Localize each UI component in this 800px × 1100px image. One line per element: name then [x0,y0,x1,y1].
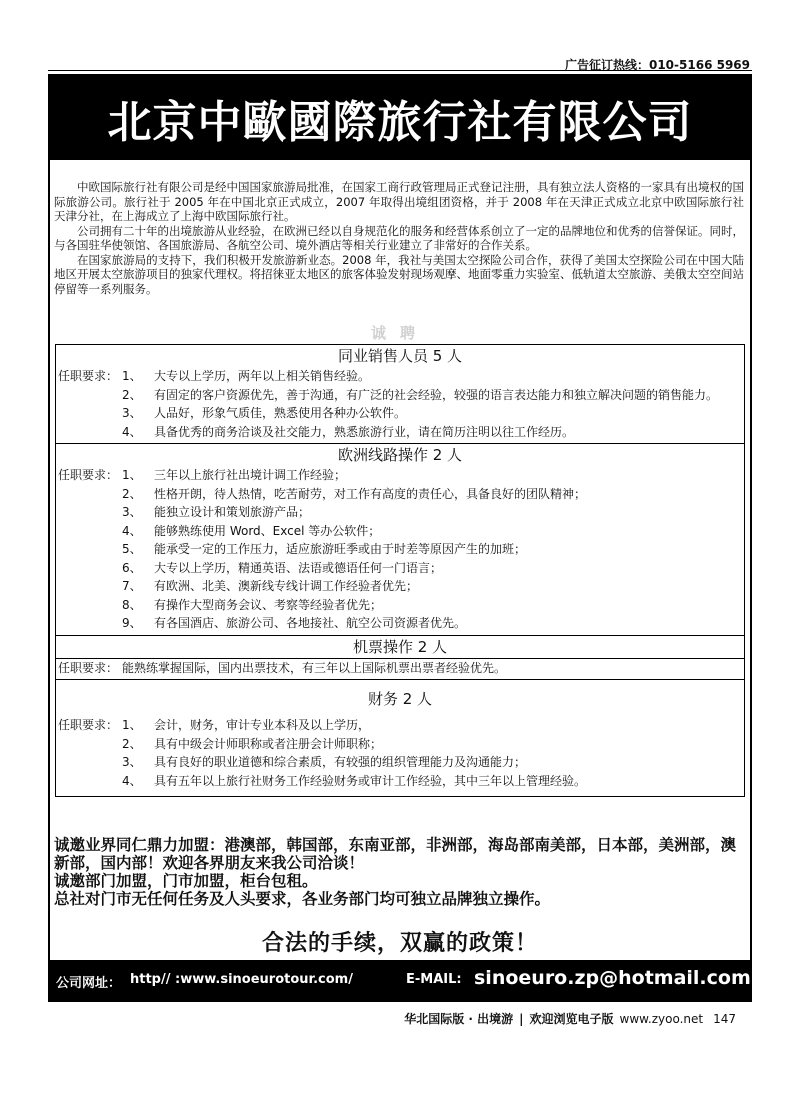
job-europe-operator [56,444,744,636]
requirement-text: 有操作大型商务会议、考察等经验者优先； [154,597,383,612]
requirement-number: 4、 [122,773,142,788]
requirement-text: 能熟练掌握国际，国内出票技术，有三年以上国际机票出票者经验优先。 [122,660,507,675]
requirement-label: 任职要求： [58,369,119,383]
requirement-label: 任职要求： [58,718,119,732]
footer-site-link[interactable]: www.zyoo.net [619,1012,704,1026]
requirement-number: 3、 [122,406,142,420]
footer-separator: | [519,1012,524,1026]
requirement-row [58,466,744,485]
requirement-row [58,772,744,791]
recruit-heading: 诚聘 [370,324,429,342]
requirement-row [58,386,744,405]
requirement-number: 3、 [122,505,142,519]
requirement-text: 性格开朗，待人热情，吃苦耐劳，对工作有高度的责任心，具备良好的团队精神； [154,486,587,501]
partnership-invitation [50,836,750,908]
requirement-number: 2、 [122,387,142,402]
requirement-number: 1、 [122,468,142,482]
requirement-row [58,735,744,754]
footer-note: 欢迎浏览电子版 [529,1012,614,1026]
requirement-row [58,522,744,541]
requirement-text: 能够熟练使用 Word、Excel 等办公软件； [154,523,381,538]
publication-name: 华北国际版 · 出境游 [404,1012,514,1026]
requirement-label: 任职要求： [58,468,119,482]
page-number: 147 [713,1012,736,1026]
requirement-text: 具有中级会计师职称或者注册会计师职称； [154,736,383,751]
requirement-number: 8、 [122,597,142,612]
requirement-row [58,485,744,504]
requirement-text: 具有五年以上旅行社财务工作经验财务或审计工作经验，其中三年以上管理经验。 [154,773,587,788]
requirement-number: 9、 [122,616,142,630]
requirement-row [58,753,744,772]
requirement-number: 2、 [122,486,142,501]
requirement-row [58,367,744,386]
email-link[interactable]: sinoeuro.zp@hotmail.com [474,967,751,989]
requirement-row [58,404,744,423]
requirement-text: 能独立设计和策划旅游产品； [154,505,311,519]
website-label: 公司网址： [56,976,122,991]
job-ticketing [56,636,744,681]
requirement-text: 具有良好的职业道德和综合素质，有较强的组织管理能力及沟通能力； [154,755,527,769]
requirement-number: 2、 [122,736,142,751]
ad-hotline: 广告征订热线：010-5166 5969 [564,58,750,72]
top-divider [48,70,752,71]
partnership-line: 诚邀部门加盟，门市加盟，柜台包租。 [54,872,318,890]
partnership-line: 总社对门市无任何任务及人头要求，各业务部门均可独立品牌独立操作。 [54,890,551,908]
slogan: 合法的手续，双赢的政策！ [261,931,538,956]
requirement-text: 大专以上学历，精通英语、法语或德语任何一门语言； [154,560,443,575]
requirement-number: 6、 [122,560,142,575]
requirement-row [58,716,744,735]
requirement-number: 7、 [122,579,142,593]
requirement-number: 4、 [122,523,142,538]
requirement-text: 有各国酒店、旅游公司、各地接社、航空公司资源者优先。 [154,616,467,630]
requirement-number: 3、 [122,755,142,769]
requirement-row [58,659,744,678]
requirement-row [58,503,744,522]
partnership-line: 诚邀业界同仁鼎力加盟：港澳部，韩国部，东南亚部，非洲部，海岛部南美部，日本部，美洲部，澳新部，国内部！欢迎各界朋友来我公司洽谈！ [54,836,737,872]
requirement-text: 人品好，形象气质佳，熟悉使用各种办公软件。 [154,406,407,420]
requirement-text: 大专以上学历，两年以上相关销售经验。 [154,369,371,383]
requirement-text: 三年以上旅行社出境计调工作经验； [154,468,347,482]
requirement-number: 4、 [122,424,142,439]
requirement-number: 5、 [122,542,142,556]
requirement-text: 会计，财务，审计专业本科及以上学历， [154,718,371,732]
job-sales [56,345,744,444]
requirement-row [58,577,744,596]
job-title: 欧洲线路操作 2 人 [337,446,463,464]
job-finance [56,680,744,796]
website-link[interactable]: http// :www.sinoeurotour.com/ [130,972,353,987]
requirement-label: 任职要求： [58,660,119,675]
job-title: 同业销售人员 5 人 [337,347,463,365]
company-title: 北京中歐國際旅行社有限公司 [107,97,693,148]
requirement-row [58,596,744,615]
job-listings [55,344,745,797]
requirement-number: 1、 [122,718,142,732]
requirement-row [58,559,744,578]
job-title: 机票操作 2 人 [56,636,744,659]
intro-paragraph: 在国家旅游局的支持下，我们积极开发旅游新业态。2008 年，我社与美国太空探险公司合作，获得了美国太空探险公司在中国大陆地区开展太空旅游项目的独家代理权。将招徕亚太地区的旅客体验发射现场观摩、地面零重力实验室、低轨道太空旅游、美俄太空空间站停留等一系列服务。 [54,252,744,296]
page-footer [404,1010,736,1027]
intro-paragraph: 公司拥有二十年的出境旅游从业经验，在欧洲已经以自身规范化的服务和经营体系创立了一定的品牌地位和优秀的信誉保证。同时，与各国驻华使领馆、各国旅游局、各航空公司、境外酒店等相关行业建立了非常好的合作关系。 [54,223,744,252]
requirement-number: 1、 [122,369,142,383]
ad-frame [48,74,752,1002]
requirement-row [58,423,744,442]
title-banner [50,76,750,160]
contact-bar [50,960,750,1000]
email-label: E-MAIL: [406,972,462,987]
requirement-row [58,614,744,633]
requirement-text: 有欧洲、北美、澳新线专线计调工作经验者优先； [154,579,419,593]
requirement-text: 有固定的客户资源优先，善于沟通，有广泛的社会经验，较强的语言表达能力和独立解决问题的销售能力。 [154,387,719,402]
requirement-row [58,540,744,559]
company-intro [54,180,744,296]
intro-paragraph: 中欧国际旅行社有限公司是经中国国家旅游局批准，在国家工商行政管理局正式登记注册，具有独立法人资格的一家具有出境权的国际旅游公司。旅行社于 2005 年在中国北京正式成立，2007 年取得出境组团资格，并于 2008 年在天津正式成立北京中欧国际旅行社天津分社，在上海成立了上海中欧国际旅行社。 [54,180,744,223]
requirement-text: 具备优秀的商务洽谈及社交能力，熟悉旅游行业，请在简历注明以往工作经历。 [154,424,575,439]
job-title: 财务 2 人 [367,690,433,708]
requirement-text: 能承受一定的工作压力，适应旅游旺季或由于时差等原因产生的加班； [154,542,527,556]
